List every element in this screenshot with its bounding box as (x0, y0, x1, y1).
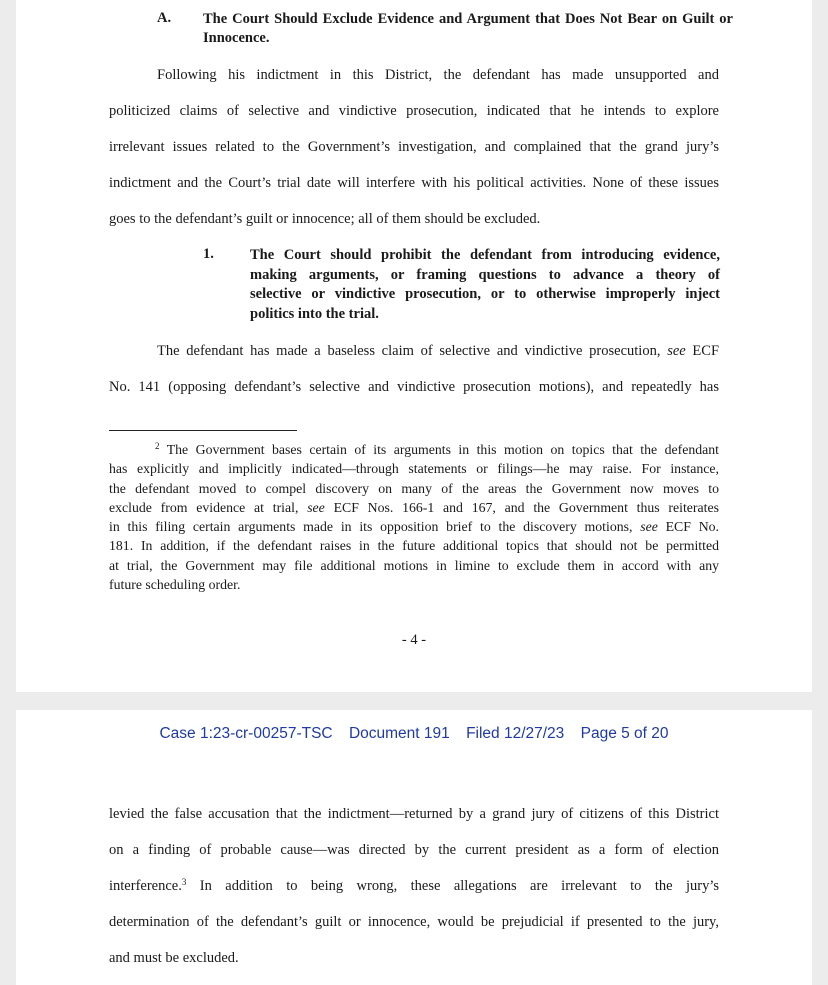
text-span: ECF No. (657, 519, 720, 535)
section-letter: A. (157, 10, 172, 26)
case-number: Case 1:23-cr-00257-TSC (159, 725, 333, 742)
footnote-line: the defendant moved to compel discovery on many of the areas the Government now moves to (109, 480, 719, 496)
section-heading: The Court Should Exclude Evidence and Argument that Does Not Bear on Guilt or Innocence. (203, 11, 733, 46)
paragraph-line: determination of the defendant’s guilt or innocence, would be prejudicial if presented to the jury, (109, 914, 719, 930)
footnote-divider (109, 430, 297, 431)
paragraph-line (157, 342, 719, 360)
document-page-5 (16, 710, 812, 985)
paragraph-line: on a finding of probable cause—was directed by the current president as a form of election (109, 842, 719, 858)
text-span: ECF (685, 343, 720, 359)
footnote-line (109, 498, 719, 517)
paragraph-line: and must be excluded. (109, 950, 239, 966)
text-span: The Government bases certain of its arguments in this motion on topics that the defendant (166, 442, 719, 457)
paragraph-line (109, 877, 719, 895)
signal-see: see (640, 519, 658, 535)
footnote-line: at trial, the Government may file additional motions in limine to exclude them in accord with any (109, 557, 719, 573)
footnote-marker: 3 (181, 877, 187, 887)
text-span: ECF Nos. 166-1 and 167, and the Government thus reiterates (324, 499, 719, 515)
signal-see: see (307, 499, 325, 515)
text-span: exclude from evidence at trial, (109, 499, 308, 515)
paragraph-line: politicized claims of selective and vindictive prosecution, indicated that he intends to explore (109, 103, 719, 119)
document-page-4 (16, 0, 812, 692)
paragraph-line: indictment and the Court’s trial date will interfere with his political activities. None of these issues (109, 175, 719, 191)
subsection-heading-line: making arguments, or framing questions to advance a theory of (250, 266, 720, 283)
paragraph-line: irrelevant issues related to the Government’s investigation, and complained that the grand jury’s (109, 139, 719, 155)
text-span: interference. (109, 878, 182, 894)
subsection-heading-line: selective or vindictive prosecution, or to otherwise improperly inject (250, 286, 720, 302)
footnote-line: 181. In addition, if the defendant raises in the future additional topics that should not be permitted (109, 538, 719, 554)
footnote-line: future scheduling order. (109, 577, 241, 593)
footnote-marker: 2 (155, 441, 160, 451)
footnote-line: has explicitly and implicitly indicated—through statements or filings—he may raise. For instance, (109, 461, 719, 477)
text-span: The defendant has made a baseless claim of selective and vindictive prosecution, (157, 343, 668, 359)
subsection-heading-line: The Court should prohibit the defendant from introducing evidence, (250, 247, 720, 263)
subsection-heading (250, 246, 720, 324)
page-count: Page 5 of 20 (580, 725, 669, 742)
paragraph-line: levied the false accusation that the indictment—returned by a grand jury of citizens of this District (109, 806, 719, 822)
text-span: in this filing certain arguments made in its opposition brief to the discovery motions, (109, 519, 641, 535)
footnote-line (109, 440, 719, 459)
paragraph-line: No. 141 (opposing defendant’s selective and vindictive prosecution motions), and repeatedly has (109, 379, 719, 395)
text-span: In addition to being wrong, these allegations are irrelevant to the jury’s (186, 878, 719, 894)
subsection-number: 1. (203, 246, 214, 262)
page-number: - 4 - (401, 632, 427, 648)
subsection-heading-line: politics into the trial. (250, 305, 379, 322)
paragraph-line: Following his indictment in this District, the defendant has made unsupported and (157, 67, 719, 83)
document-number: Document 191 (348, 725, 450, 742)
footnote-2 (109, 440, 719, 594)
signal-see: see (667, 343, 686, 359)
paragraph-line: goes to the defendant’s guilt or innocence; all of them should be excluded. (109, 211, 541, 227)
case-header (16, 725, 812, 743)
filed-date: Filed 12/27/23 (466, 725, 565, 742)
footnote-line (109, 517, 719, 536)
